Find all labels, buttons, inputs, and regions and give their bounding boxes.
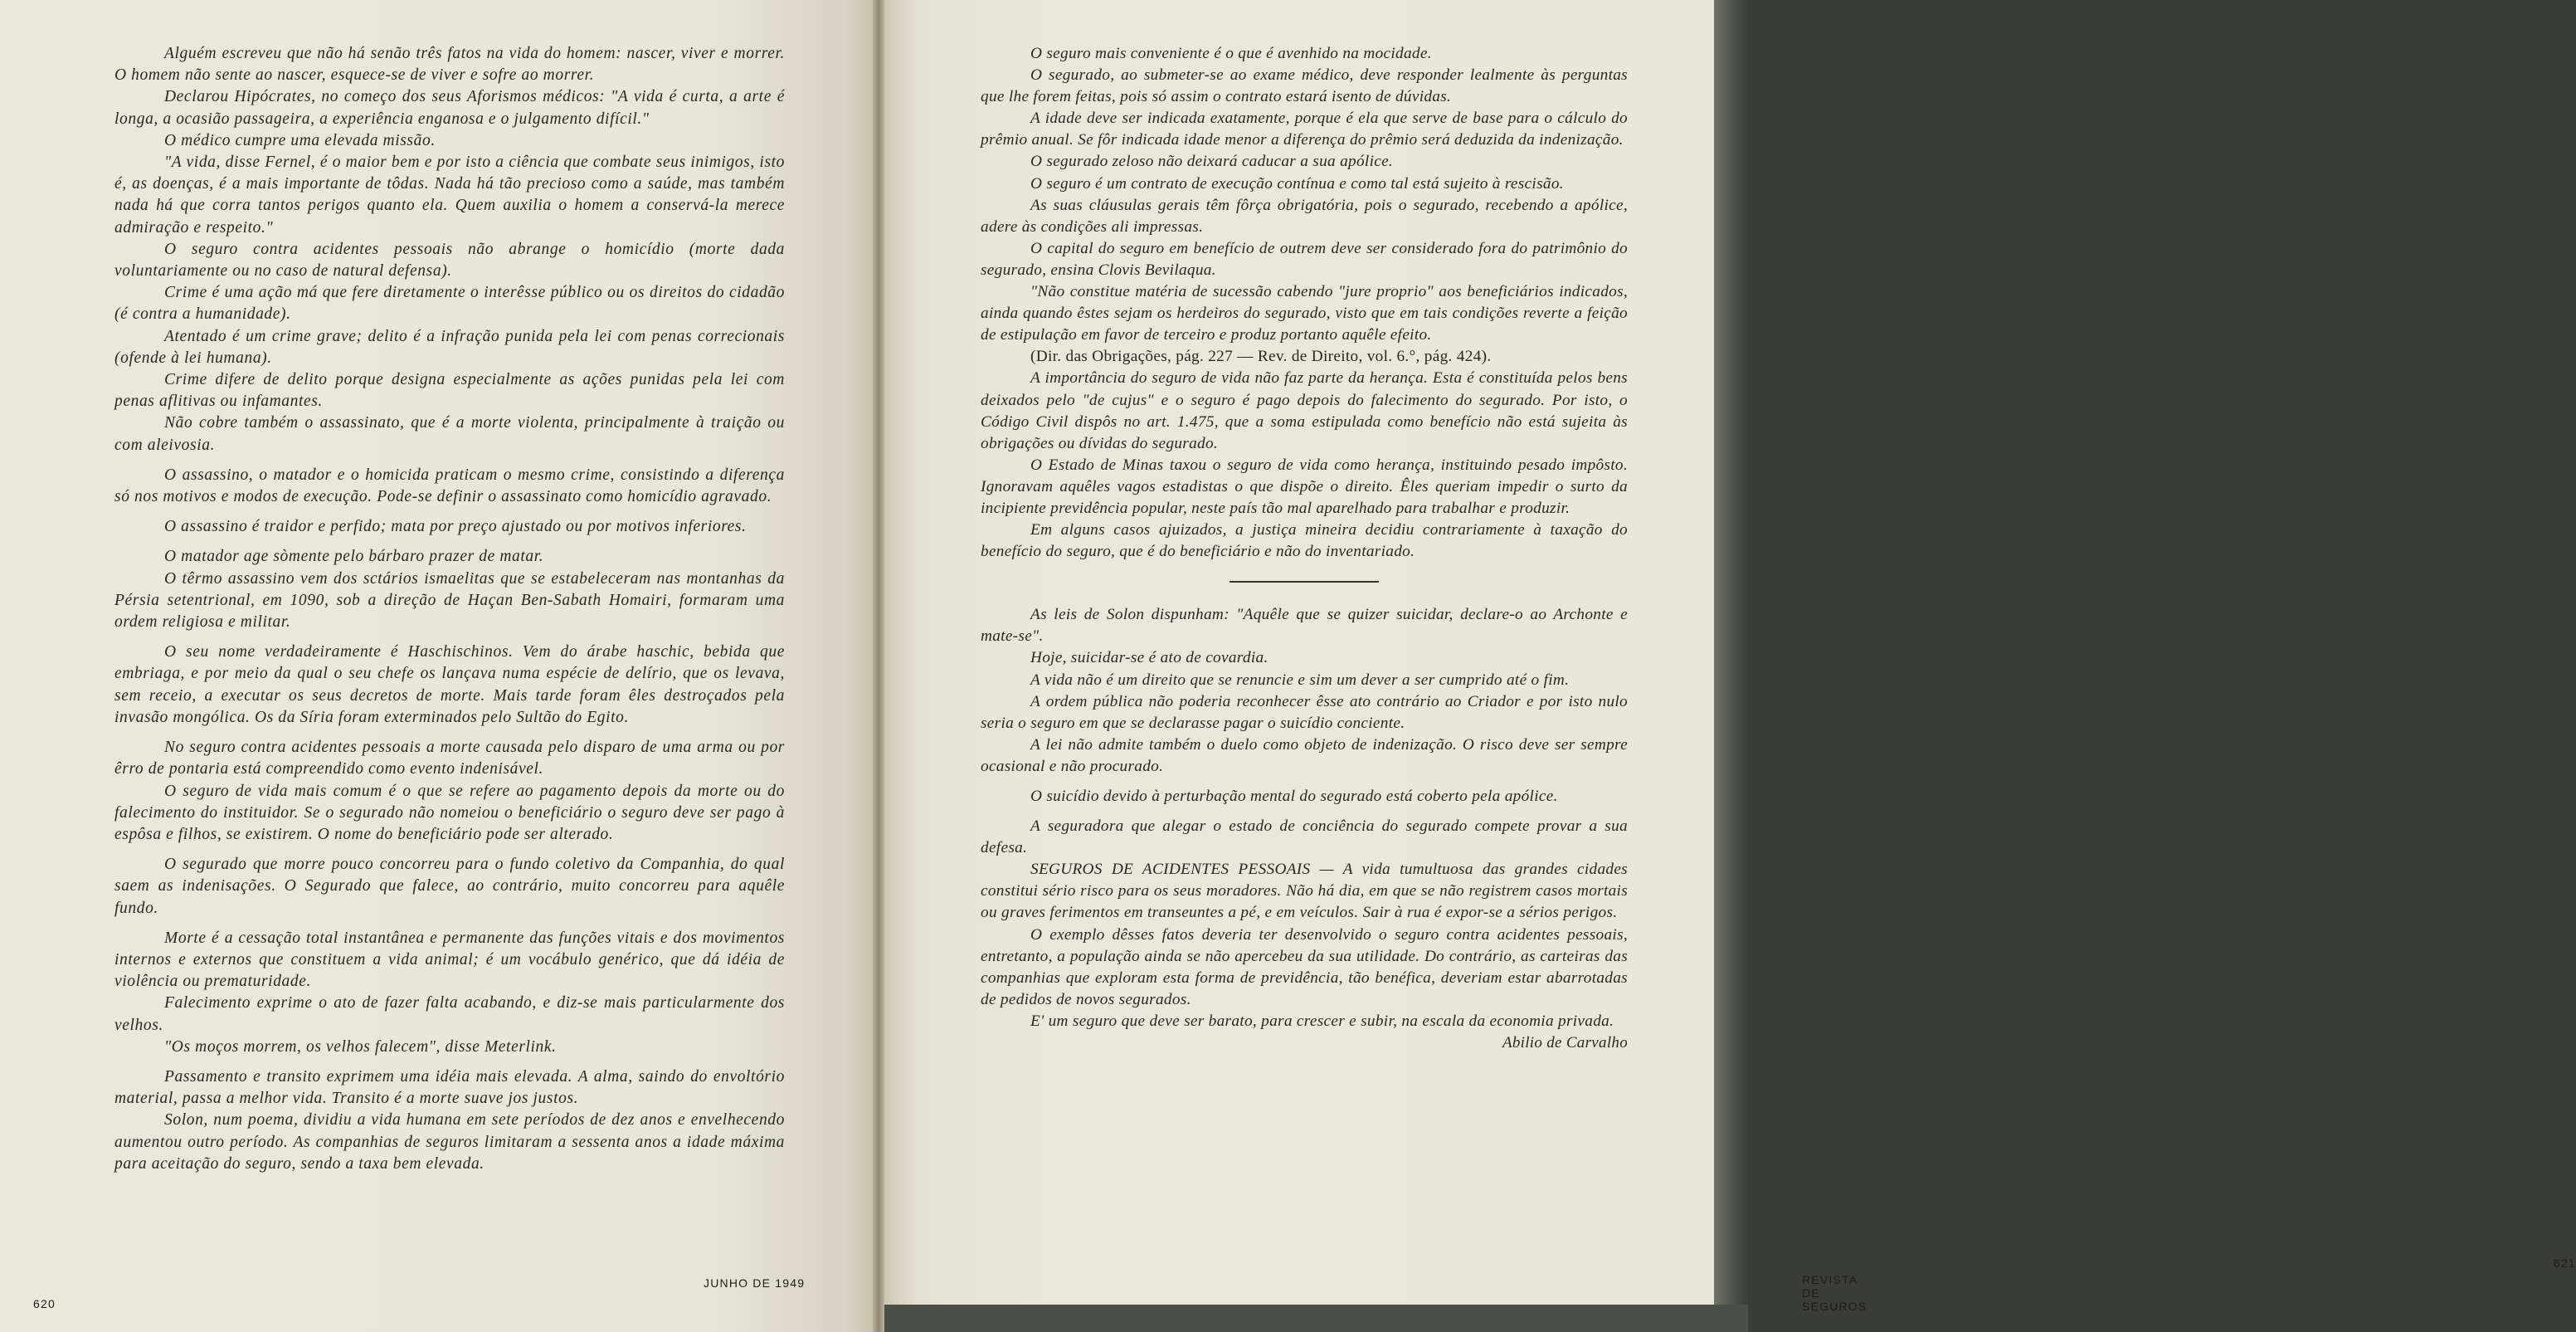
paragraph: A lei não admite também o duelo como objeto de indenização. O risco deve ser sempre ocasional e não procurado. [981,735,1628,775]
section-heading-paragraph: SEGUROS DE ACIDENTES PESSOAIS — A vida tumultuosa das grandes cidades constitui sério risco para os seus moradores. Não há dia, em que se não registrem casos mortais ou graves ferimentos em transeuntes a pé, e em veículos. Sair à rua é expor-se a sérios perigos. [981,861,1628,922]
paragraph: A importância do seguro de vida não faz parte da herança. Esta é constituída pelos bens deixados pelo "de cujus" e o seguro é pago depois do falecimento do segurado. Por isto, o Código Civil dispôs no art. 1.475, que a soma estipulada como benefício não está sujeita às obrigações ou dívidas do segurado. [981,369,1628,452]
paragraph: As leis de Solon dispunham: "Aquêle que se quizer suicidar, declare-o ao Archonte e mate-se". [981,606,1628,646]
paragraph: As suas cláusulas gerais têm fôrça obrigatória, pois o segurado, recebendo a apólice, adere às condições ali impressas. [981,196,1628,236]
section-divider [1230,581,1379,583]
paragraph: O médico cumpre uma elevada missão. [164,131,436,149]
right-text-column [981,43,1628,1054]
paragraph: "Não constitue matéria de sucessão cabendo "jure proprio" aos beneficiários indicados, ainda quando êstes sejam os herdeiros do segurado, visto que em tais condições reverte a feição de estipulação em favor de terceiro e produz portanto aquêle efeito. [981,283,1628,344]
paragraph: O Estado de Minas taxou o seguro de vida como herança, instituindo pesado impôsto. Ignoravam aquêles vagos estadistas o que dispõe o direito. Êles queriam impedir o surto da incipiente previdência popular, neste país tão mal aparelhado para trabalhar e produzir. [981,456,1628,517]
paragraph: A ordem pública não poderia reconhecer êsse ato contrário ao Criador e por isto nulo seria o seguro em que se declarasse pagar o suicídio conciente. [981,692,1628,732]
paragraph: A vida não é um direito que se renuncie e sim um dever a ser cumprido até o fim. [1030,671,1570,689]
paragraph: O exemplo dêsses fatos deveria ter desenvolvido o seguro contra acidentes pessoais, entretanto, a população ainda se não apercebeu da sua utilidade. Do contrário, as carteiras das companhias que exploram esta forma de previdência, tão benéfica, deveriam estar abarrotadas de pedidos de novos segurados. [981,925,1628,1008]
paragraph: Não cobre também o assassinato, que é a morte violenta, principalmente à traição ou com aleivosia. [114,414,785,454]
left-page [0,0,873,1332]
paragraph: O seu nome verdadeiramente é Haschischinos. Vem do árabe haschic, bebida que embriaga, e por meio da qual o seu chefe os lançava numa espécie de delírio, que os levava, sem receio, a executar os seus decretos de morte. Mais tarde foram êles destroçados pela invasão mongólica. Os da Síria foram exterminados pelo Sultão do Egito. [114,643,785,726]
paragraph: O segurado, ao submeter-se ao exame médico, deve responder lealmente às perguntas que lhe forem feitas, pois só assim o contrato estará isento de dúvidas. [981,66,1628,106]
book-gutter [873,0,884,1332]
paragraph: Passamento e transito exprimem uma idéia mais elevada. A alma, saindo do envoltório material, passa a melhor vida. Transito é a morte suave jos justos. [114,1067,785,1108]
paragraph: A seguradora que alegar o estado de conciência do segurado compete provar a sua defesa. [981,817,1628,857]
paragraph: Solon, num poema, dividiu a vida humana em sete períodos de dez anos e envelhecendo aumentou outro período. As companhias de seguros limitaram a sessenta anos a idade máxima para aceitação do seguro, sendo a taxa bem elevada. [114,1111,785,1173]
paragraph: "A vida, disse Fernel, é o maior bem e por isto a ciência que combate seus inimigos, isto é, as doenças, é a mais importante de tôdas. Nada há tão precioso como a saúde, mas também nada há que corra tantos perigos quanto ela. Quem auxilia o homem a conservá-la merece admiração e respeito." [114,154,785,237]
paragraph: O matador age sòmente pelo bárbaro prazer de matar. [164,548,544,566]
page-number: 621 [2554,1256,2576,1270]
paragraph: O assassino é traidor e perfido; mata por preço ajustado ou por motivos inferiores. [164,518,747,536]
left-text-column [114,43,785,1175]
paragraph: O seguro mais conveniente é o que é avenhido na mocidade. [1030,45,1432,62]
paragraph: No seguro contra acidentes pessoais a morte causada pelo disparo de uma arma ou por êrro de pontaria está compreendido como evento indenisável. [114,739,785,778]
paragraph: Atentado é um crime grave; delito é a infração punida pela lei com penas correcionais (ofende à lei humana). [114,327,785,367]
paragraph: Crime é uma ação má que fere diretamente o interêsse público ou os direitos do cidadão (é contra a humanidade). [114,284,785,324]
paragraph: Em alguns casos ajuizados, a justiça mineira decidiu contrariamente à taxação do benefício do seguro, que é do beneficiário e não do inventariado. [981,521,1628,561]
running-footer-date: JUNHO DE 1949 [704,1276,806,1290]
paragraph: Declarou Hipócrates, no começo dos seus Aforismos médicos: "A vida é curta, a arte é longa, a ocasião passageira, a experiência enganosa e o julgamento difícil." [114,88,785,128]
paragraph: O assassino, o matador e o homicida praticam o mesmo crime, consistindo a diferença só nos motivos e modos de execução. Pode-se definir o assassinato como homicídio agravado. [114,466,785,506]
running-footer-title: REVISTA DE SEGUROS [1802,1273,1867,1313]
paragraph: O segurado que morre pouco concorreu para o fundo coletivo da Companhia, do qual saem as indenisações. O Segurado que falece, ao contrário, muito concorreu para aquêle fundo. [114,856,785,917]
paragraph: Morte é a cessação total instantânea e permanente das funções vitais e dos movimentos internos e externos que constituem a vida animal; é um vocábulo genérico, que dá idéia de violência ou prematuridade. [114,929,785,991]
paragraph: Hoje, suicidar-se é ato de covardia. [1030,649,1269,667]
paragraph: O segurado zeloso não deixará caducar a sua apólice. [1030,153,1394,171]
background-surface [884,1305,1748,1332]
book-edge [1714,0,1748,1332]
paragraph: O seguro é um contrato de execução contínua e como tal está sujeito à rescisão. [1030,174,1564,193]
paragraph: Alguém escreveu que não há senão três fatos na vida do homem: nascer, viver e morrer. O homem não sente ao nascer, esquece-se de viver e sofre ao morrer. [114,45,785,85]
paragraph: Crime difere de delito porque designa especialmente as ações punidas pela lei com penas aflitivas ou infamantes. [114,371,785,411]
paragraph: O capital do seguro em benefício de outrem deve ser considerado fora do patrimônio do segurado, ensina Clovis Bevilaqua. [981,239,1628,279]
author-signature: Abilio de Carvalho [1502,1034,1628,1052]
paragraph: A idade deve ser indicada exatamente, porque é ela que serve de base para o cálculo do prêmio anual. Se fôr indicada idade menor a diferença do prêmio será deduzida da indenização. [981,110,1628,149]
paragraph: O seguro contra acidentes pessoais não abrange o homicídio (morte dada voluntariamente ou no caso de natural defensa). [114,240,785,281]
citation: (Dir. das Obrigações, pág. 227 — Rev. de Direito, vol. 6.°, pág. 424). [1030,348,1492,366]
paragraph: O suicídio devido à perturbação mental do segurado está coberto pela apólice. [1030,788,1558,805]
paragraph: "Os moços morrem, os velhos falecem", disse Meterlink. [164,1037,557,1056]
page-number: 620 [33,1297,56,1310]
paragraph: O seguro de vida mais comum é o que se refere ao pagamento depois da morte ou do falecimento do instituidor. Se o segurado não nomeiou o beneficiário o seguro deve ser pago à espôsa e filhos, se existirem. O nome do beneficiário pode ser alterado. [114,782,785,843]
paragraph: O têrmo assassino vem dos sctários ismaelitas que se estabeleceram nas montanhas da Pérsia setentrional, em 1090, sob a direção de Haçan Ben-Sabath Homairi, formaram uma ordem religiosa e militar. [114,569,785,632]
paragraph: Falecimento exprime o ato de fazer falta acabando, e diz-se mais particularmente dos velhos. [114,994,785,1034]
paragraph: E' um seguro que deve ser barato, para crescer e subir, na escala da economia privada. [1030,1012,1614,1030]
